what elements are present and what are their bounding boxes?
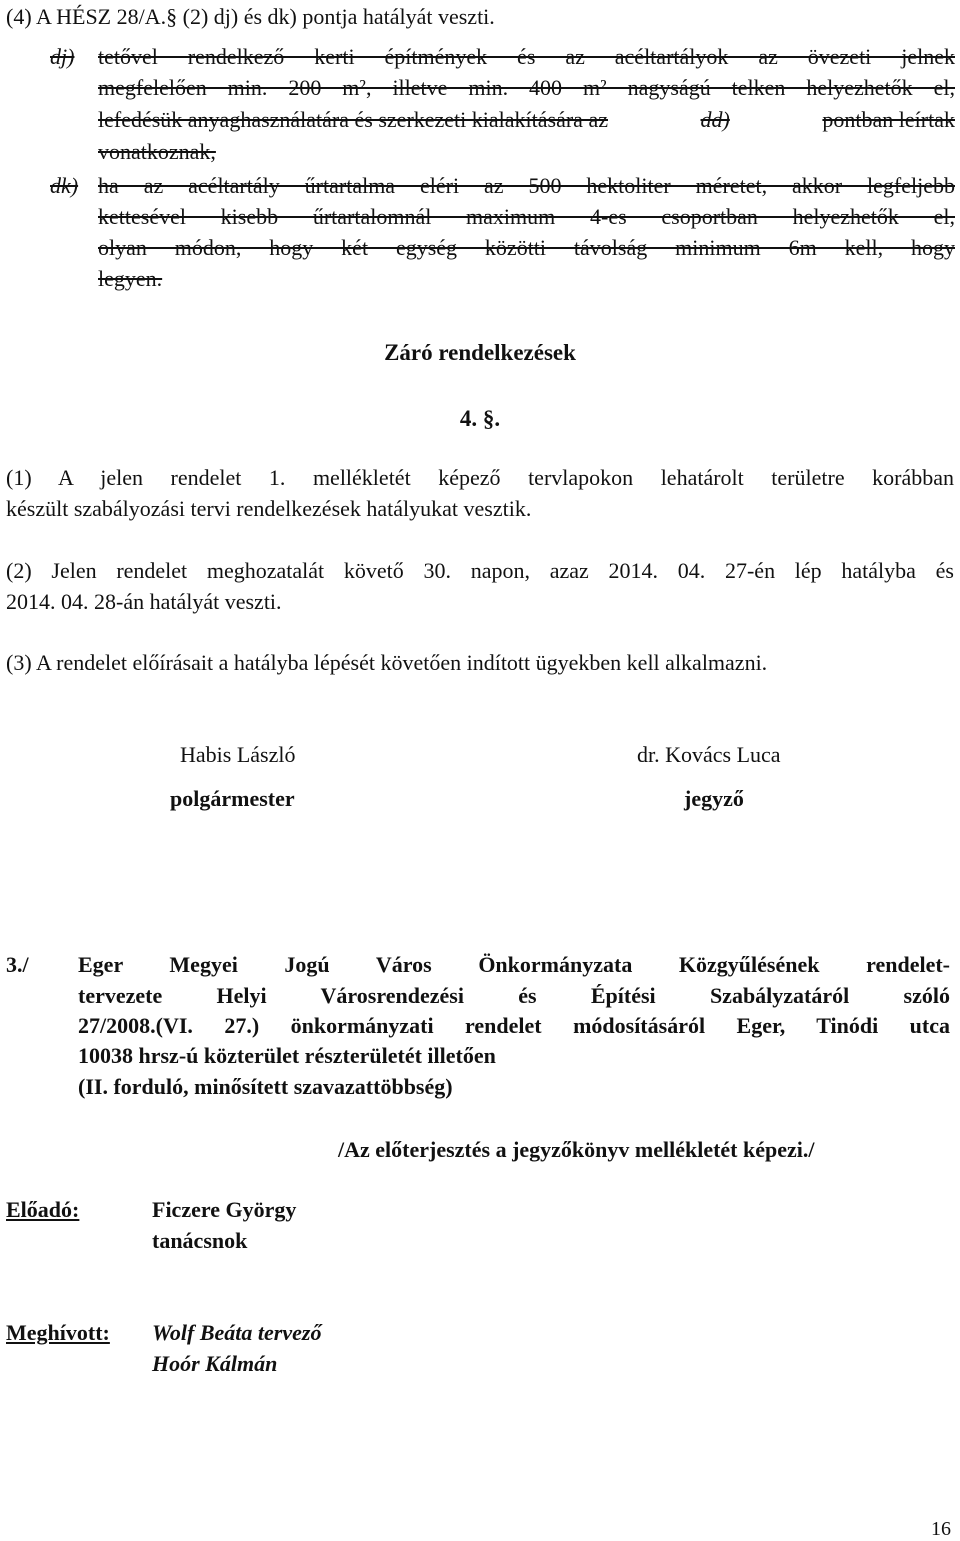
item-3-line-1: Eger Megyei Jogú Város Önkormányzata Közgyűlésének rendelet- (78, 952, 950, 977)
item-3-line-4: 10038 hrsz-ú közterület részterületét illetően (78, 1043, 496, 1068)
dj-line-1: tetővel rendelkező kerti építmények és az acéltartályok az övezeti jelnek (98, 44, 955, 69)
paragraph-1-line-2: készült szabályozási tervi rendelkezések hatályukat vesztik. (6, 496, 532, 521)
dj-line-3 (98, 107, 955, 133)
dj-label: dj) (50, 44, 75, 69)
presenter-label: Előadó: (6, 1197, 80, 1222)
item-3-line-2: tervezete Helyi Városrendezési és Építési Szabályzatáról szóló (78, 983, 950, 1008)
page-number: 16 (931, 1518, 951, 1540)
signature-left-title: polgármester (170, 786, 295, 811)
invited-person-1: Wolf Beáta tervező (152, 1320, 322, 1345)
repeal-heading: (4) A HÉSZ 28/A.§ (2) dj) és dk) pontja hatályát veszti. (6, 4, 495, 29)
attachment-note: /Az előterjesztés a jegyzőkönyv mellékletét képezi./ (338, 1137, 815, 1162)
dk-line-2: kettesével kisebb űrtartalomnál maximum 4-es csoportban helyezhetők el, (98, 204, 955, 229)
section-number: 4. §. (459, 406, 501, 431)
item-3-line-3: 27/2008.(VI. 27.) önkormányzati rendelet módosításáról Eger, Tinódi utca (78, 1013, 950, 1038)
item-3-line-5: (II. forduló, minősített szavazattöbbség) (78, 1074, 453, 1099)
dk-line-3: olyan módon, hogy két egység közötti távolság minimum 6m kell, hogy (98, 235, 955, 260)
dk-line-4: legyen. (98, 266, 163, 291)
paragraph-3: (3) A rendelet előírásait a hatályba lépését követően indított ügyekben kell alkalmazni. (6, 650, 768, 675)
item-3-number: 3./ (6, 952, 29, 977)
presenter-name: Ficzere György (152, 1197, 297, 1222)
section-title: Záró rendelkezések (384, 340, 576, 365)
dj-line-3-end: pontban leírtak (822, 107, 955, 132)
paragraph-2-line-2: 2014. 04. 28-án hatályát veszti. (6, 589, 282, 614)
dk-line-1: ha az acéltartály űrtartalma eléri az 500 hektoliter méretet, akkor legfeljebb (98, 173, 955, 198)
signature-left-name: Habis László (180, 742, 296, 767)
dj-line-4: vonatkoznak, (98, 139, 216, 164)
dk-label: dk) (50, 173, 79, 198)
paragraph-2-line-1: (2) Jelen rendelet meghozatalát követő 30. napon, azaz 2014. 04. 27-én lép hatályba és (6, 558, 954, 583)
dj-line-2: megfelelően min. 200 m², illetve min. 400 m² nagyságú telken helyezhetők el, (98, 75, 955, 100)
invited-label: Meghívott: (6, 1320, 110, 1345)
paragraph-1-line-1: (1) A jelen rendelet 1. mellékletét képező tervlapokon lehatárolt területre korábban (6, 465, 954, 490)
presenter-role: tanácsnok (152, 1228, 248, 1253)
invited-person-2: Hoór Kálmán (152, 1351, 278, 1376)
dj-line-3-start: lefedésük anyaghasználatára és szerkezeti kialakítására az (98, 107, 608, 132)
signature-right-name: dr. Kovács Luca (637, 742, 781, 767)
dj-ref-dd: dd) (700, 107, 730, 132)
signature-right-title: jegyző (684, 786, 744, 811)
